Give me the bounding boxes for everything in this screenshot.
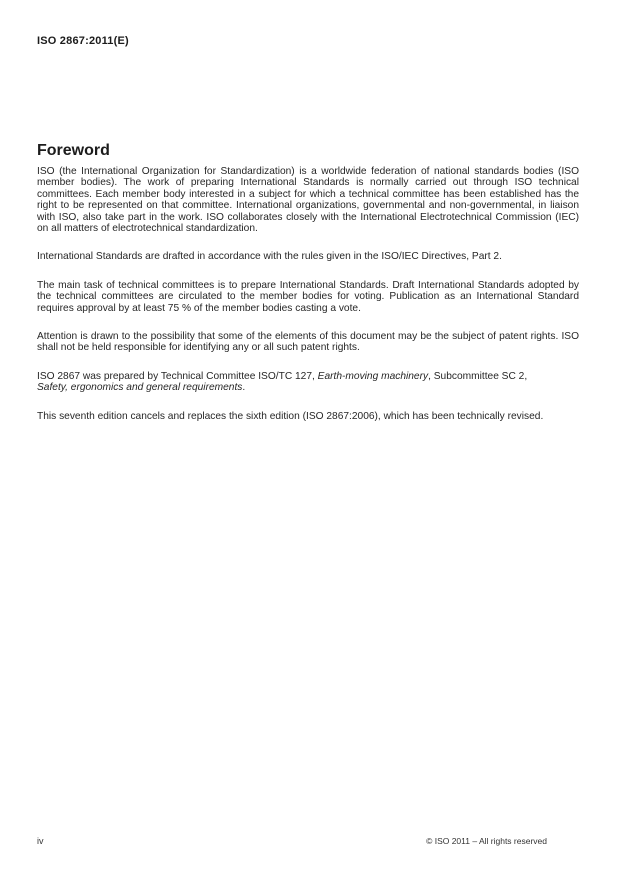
paragraph-text: ISO 2867 was prepared by Technical Committee ISO/TC 127, — [37, 370, 318, 382]
page-footer — [0, 836, 619, 846]
paragraph — [37, 411, 579, 422]
paragraph — [37, 371, 579, 394]
paragraph — [37, 251, 579, 262]
paragraph-text-italic: Safety, ergonomics and general requirements — [37, 382, 243, 394]
document-reference-header: ISO 2867:2011(E) — [37, 35, 129, 47]
paragraph-text: This seventh edition cancels and replaces the sixth edition (ISO 2867:2006), which has been technically revised. — [37, 410, 544, 422]
foreword-paragraphs — [37, 166, 579, 439]
footer-copyright: © ISO 2011 – All rights reserved — [426, 836, 547, 846]
paragraph — [37, 280, 579, 314]
paragraph-text: International Standards are drafted in accordance with the rules given in the ISO/IEC Directives, Part 2. — [37, 251, 502, 263]
paragraph-text: Attention is drawn to the possibility that some of the elements of this document may be the subject of patent rights. ISO shall not be held responsible for identifying any or all such patent rights. — [37, 331, 579, 354]
paragraph-text-italic: Earth-moving machinery — [317, 370, 429, 382]
footer-page-number: iv — [37, 836, 44, 846]
paragraph — [37, 331, 579, 354]
paragraph — [37, 166, 579, 234]
paragraph-text: ISO (the International Organization for Standardization) is a worldwide federation of national standards bodies (ISO member bodies). The work of preparing International Standards is normally carried out through ISO technical committees. Each member body interested in a subject for which a technical committee has been established has the right to be represented on that committee. International organizations, governmental and non-governmental, in liaison with ISO, also take part in the work. ISO collaborates closely with the International Electrotechnical Commission (IEC) on all matters of electrotechnical standardization. — [37, 166, 579, 235]
paragraph-text: , Subcommittee SC 2, — [428, 370, 528, 382]
paragraph-text: . — [242, 382, 246, 394]
section-title: Foreword — [37, 141, 110, 159]
paragraph-text: The main task of technical committees is to prepare International Standards. Draft International Standards adopted by the technical committees are circulated to the member bodies for voting. Publication as an International Standard requires approval by at least 75 % of the member bodies casting a vote. — [37, 279, 579, 314]
